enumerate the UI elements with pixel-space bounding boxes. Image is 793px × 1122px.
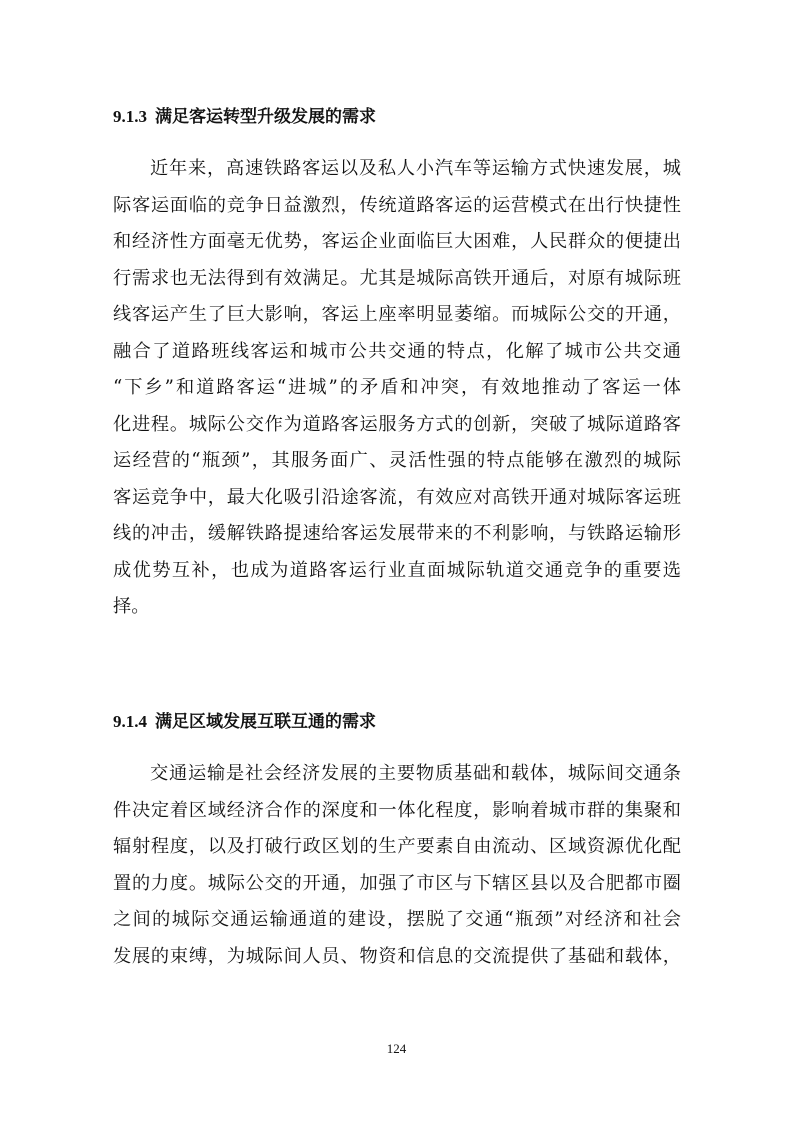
paragraph-line: 线客运产生了巨大影响，客运上座率明显萎缩。而城际公交的开通，	[113, 304, 681, 325]
paragraph-line: “下乡”和道路客运“进城”的矛盾和冲突，有效地推动了客运一体	[113, 377, 681, 398]
section-number: 9.1.4	[113, 712, 147, 731]
paragraph-line: 客运竞争中，最大化吸引沿途客流，有效应对高铁开通对城际客运班	[113, 486, 681, 508]
paragraph-line: 辐射程度，以及打破行政区划的生产要素自由流动、区域资源优化配	[113, 836, 681, 857]
paragraph-line: 置的力度。城际公交的开通，加强了市区与下辖区县以及合肥都市圈	[113, 872, 681, 894]
paragraph-line: 化进程。城际公交作为道路客运服务方式的创新，突破了城际道路客	[113, 413, 681, 435]
paragraph-line: 融合了道路班线客运和城市公共交通的特点，化解了城市公共交通	[113, 340, 681, 362]
paragraph-line: 线的冲击，缓解铁路提速给客运发展带来的不利影响，与铁路运输形	[113, 523, 681, 544]
paragraph-line: 择。	[113, 596, 150, 617]
paragraph-line: 近年来，高速铁路客运以及私人小汽车等运输方式快速发展，城	[150, 158, 681, 179]
section-number: 9.1.3	[113, 107, 147, 126]
paragraph-line: 之间的城际交通运输通道的建设，摆脱了交通“瓶颈”对经济和社会	[113, 909, 681, 930]
section-title: 满足客运转型升级发展的需求	[155, 107, 376, 127]
paragraph-9-1-3	[113, 151, 681, 626]
paragraph-line: 发展的束缚，为城际间人员、物资和信息的交流提供了基础和载体，	[113, 945, 681, 967]
section-heading-9-1-4	[113, 711, 683, 733]
section-heading-9-1-3	[113, 106, 683, 128]
paragraph-line: 交通运输是社会经济发展的主要物质基础和载体，城际间交通条	[150, 763, 681, 784]
paragraph-line: 件决定着区域经济合作的深度和一体化程度，影响着城市群的集聚和	[113, 799, 681, 821]
paragraph-line: 运经营的“瓶颈”，其服务面广、灵活性强的特点能够在激烈的城际	[113, 450, 681, 471]
section-title: 满足区域发展互联互通的需求	[155, 712, 376, 732]
page-number: 124	[386, 1041, 407, 1056]
paragraph-line: 和经济性方面毫无优势，客运企业面临巨大困难，人民群众的便捷出	[113, 231, 681, 252]
paragraph-line: 行需求也无法得到有效满足。尤其是城际高铁开通后，对原有城际班	[113, 267, 681, 289]
paragraph-line: 成优势互补，也成为道路客运行业直面城际轨道交通竞争的重要选	[113, 559, 681, 581]
paragraph-line: 际客运面临的竞争日益激烈，传统道路客运的运营模式在出行快捷性	[113, 194, 681, 216]
paragraph-9-1-4	[113, 756, 681, 975]
